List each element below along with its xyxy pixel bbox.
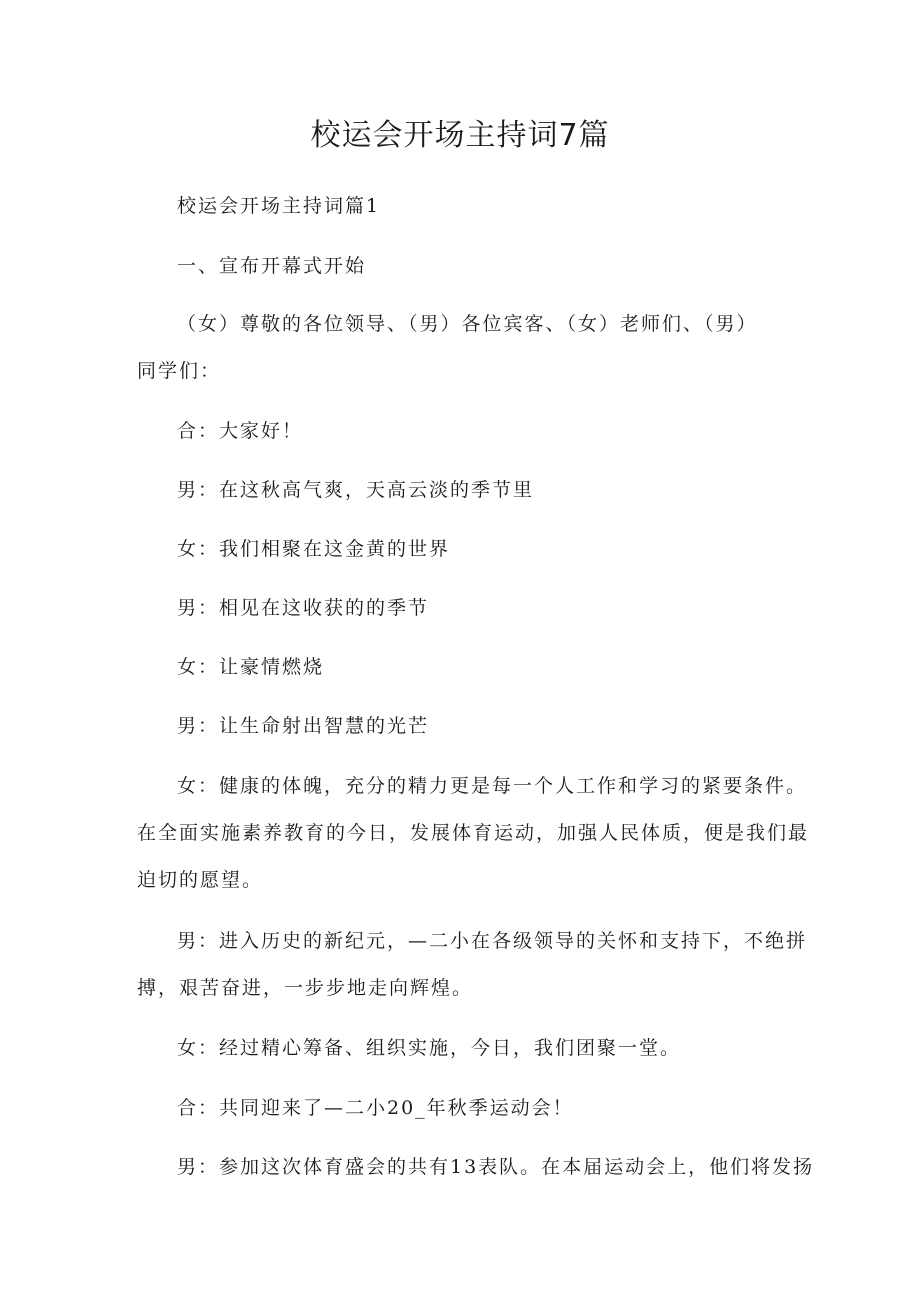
document-title: 校运会开场主持词7篇 [310,118,610,153]
paragraph-line: 男：相见在这收获的的季节 [177,597,430,619]
paragraph-line: 女：经过精心筹备、组织实施，今日，我们团聚一堂。 [177,1037,682,1059]
paragraph-line: 合：大家好！ [177,420,304,442]
paragraph-line: 在全面实施素养教育的今日，发展体育运动，加强人民体质，便是我们最 [137,822,810,844]
paragraph-line: 迫切的愿望。 [137,869,264,891]
paragraph-line: 男：进入历史的新纪元，—二小在各级领导的关怀和支持下，不绝拼 [177,930,808,952]
section-heading: 校运会开场主持词篇1 [177,195,381,217]
paragraph-line: 男：在这秋高气爽，天高云淡的季节里 [177,479,535,501]
paragraph-line: 搏，艰苦奋进，一步步地走向辉煌。 [137,977,474,999]
paragraph-line: 合：共同迎来了—二小20_年秋季运动会！ [177,1097,574,1119]
paragraph-line: 同学们： [137,360,222,382]
paragraph-line: （女）尊敬的各位领导、（男）各位宾客、（女）老师们、（男） [177,313,758,335]
paragraph-line: 一、宣布开幕式开始 [177,255,367,277]
paragraph-line: 男：让生命射出智慧的光芒 [177,715,430,737]
paragraph-line: 女：健康的体魄，充分的精力更是每一个人工作和学习的紧要条件。 [177,775,808,797]
paragraph-line: 女：我们相聚在这金黄的世界 [177,538,451,560]
paragraph-line: 男：参加这次体育盛会的共有13表队。在本届运动会上，他们将发扬 [177,1156,815,1178]
paragraph-line: 女：让豪情燃烧 [177,656,325,678]
